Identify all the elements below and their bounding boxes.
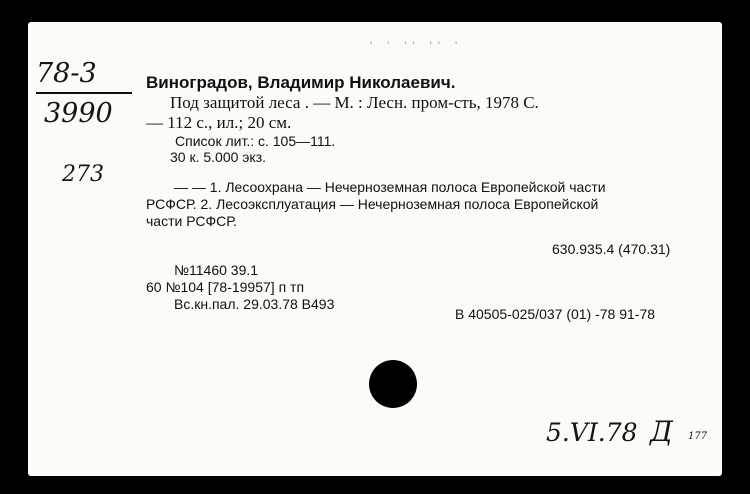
call-number-extra: 273 [62, 162, 104, 187]
title-line: Под защитой леса . — М. : Лесн. пром-сть, 1978 С. [170, 93, 539, 112]
call-number-bottom: 3990 [44, 98, 113, 129]
handwritten-mark: 177 [688, 431, 708, 442]
subject-line-1: — — 1. Лесоохрана — Нечерноземная полоса Европейской части [174, 179, 606, 195]
publication-code: В 40505-025/037 (01) -78 91-78 [455, 306, 656, 322]
author-heading: Виноградов, Владимир Николаевич. [146, 73, 456, 92]
pages-line: — 112 с., ил.; 20 см. [146, 113, 292, 132]
record-number-line: №11460 39.1 [174, 262, 259, 278]
price-line: 30 к. 5.000 экз. [170, 149, 267, 165]
call-number-rule [36, 92, 132, 94]
classification-index: 630.935.4 (470.31) [552, 241, 671, 257]
chamber-line: Вс.кн.пал. 29.03.78 В493 [174, 296, 335, 312]
subject-line-2: РСФСР. 2. Лесоэксплуатация — Нечерноземная полоса Европейской [146, 196, 599, 212]
call-number-top: 78-3 [36, 58, 97, 89]
handwritten-initials: Д [650, 415, 673, 448]
registration-line: 60 №104 [78-19957] п тп [146, 279, 305, 295]
faint-stamp: ' ' '' '' ' [370, 38, 464, 52]
punch-hole [369, 360, 417, 408]
subject-line-3: части РСФСР. [146, 213, 237, 229]
bibliography-note: Список лит.: с. 105—111. [175, 133, 336, 149]
handwritten-date: 5.VI.78 [546, 418, 638, 447]
